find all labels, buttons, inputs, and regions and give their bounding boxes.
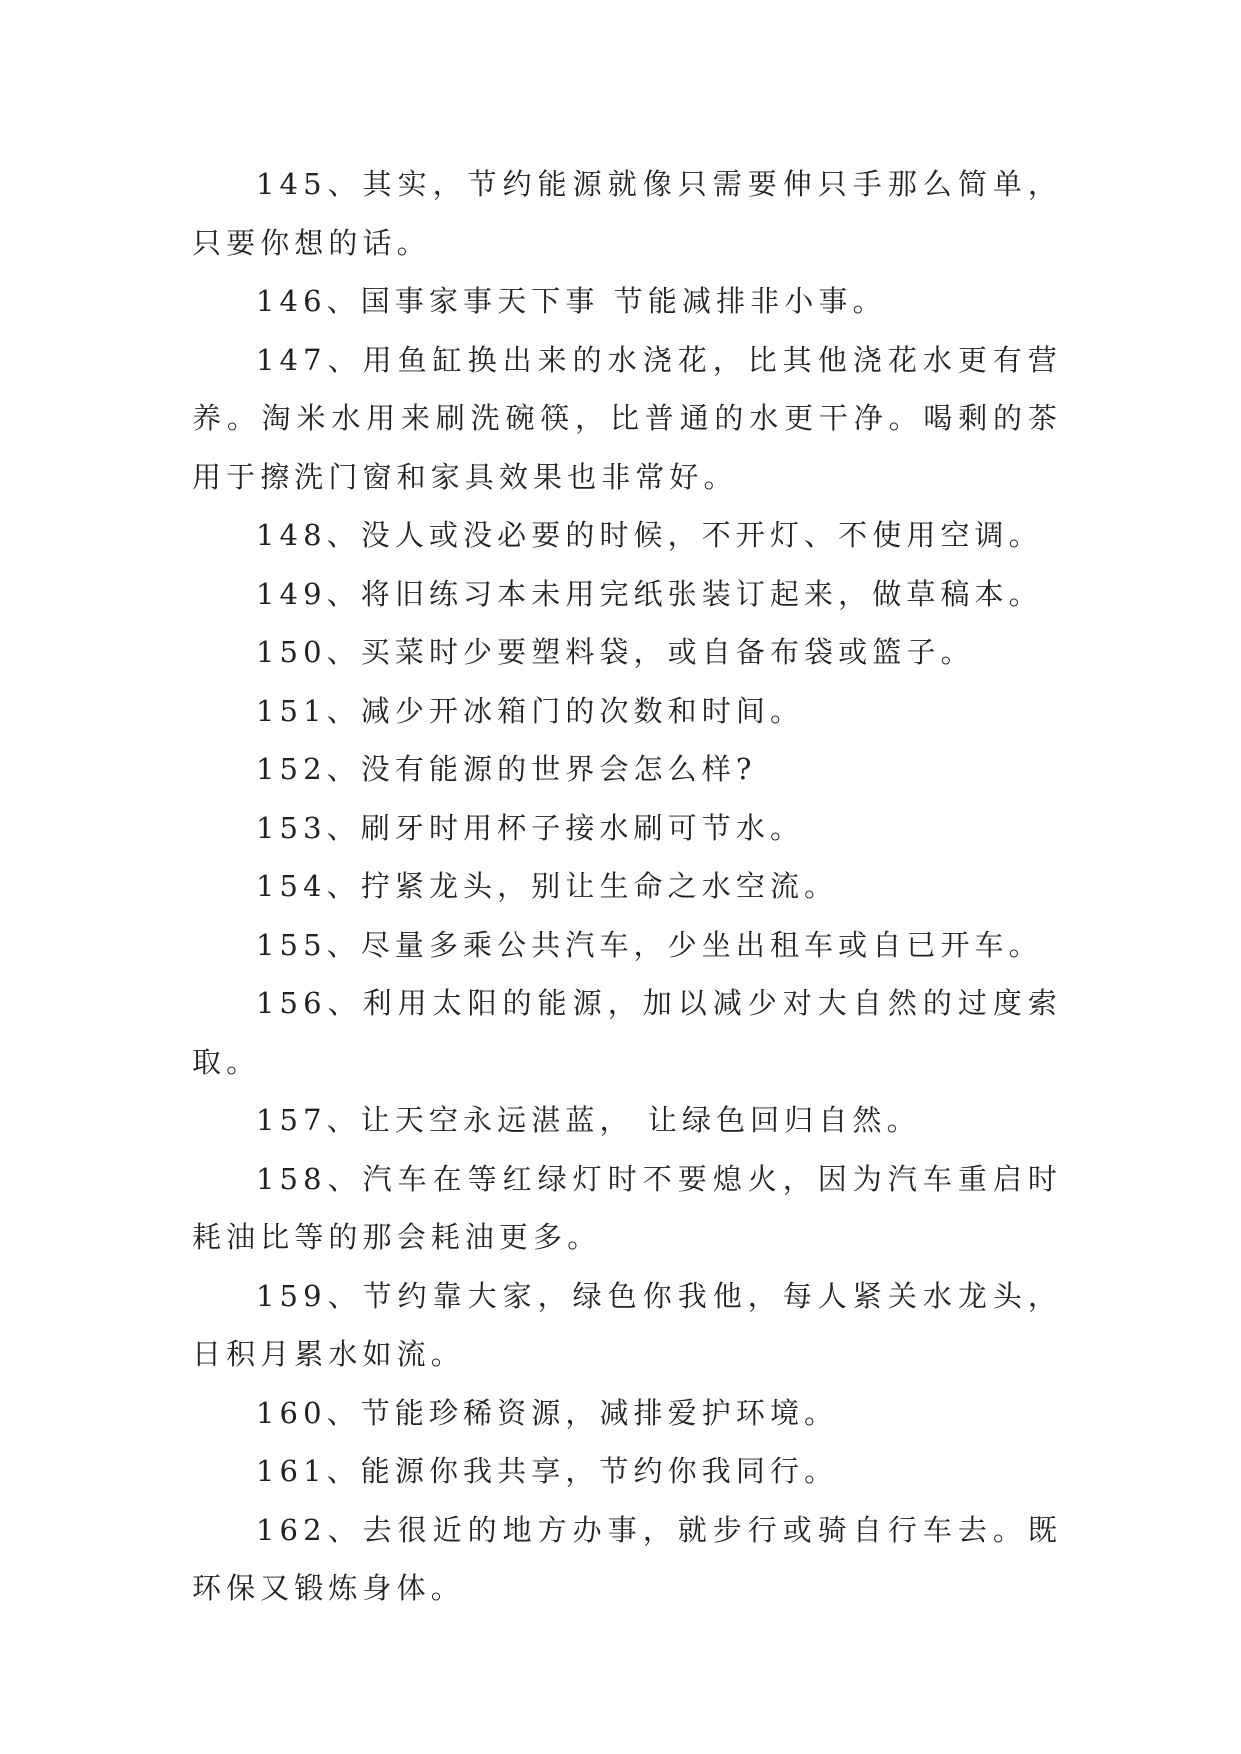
paragraph: 151、减少开冰箱门的次数和时间。 [256,693,805,728]
paragraph: 162、去很近的地方办事，就步行或骑自行车去。既环保又锻炼身体。 [192,1512,1062,1605]
paragraph: 148、没人或没必要的时候，不开灯、不使用空调。 [256,518,1043,552]
paragraph: 156、利用太阳的能源，加以减少对大自然的过度索取。 [192,986,1062,1079]
document-body [192,155,1062,1618]
paragraph: 154、拧紧龙头，别让生命之水空流。 [256,869,839,903]
paragraph: 150、买菜时少要塑料袋，或自备布袋或篮子。 [256,635,975,669]
paragraph: 145、其实，节约能源就像只需要伸只手那么简单，只要你想的话。 [192,167,1062,260]
paragraph: 152、没有能源的世界会怎么样? [256,752,757,786]
paragraph: 146、国事家事天下事 节能减排非小事。 [256,284,887,318]
paragraph: 155、尽量多乘公共汽车，少坐出租车或自已开车。 [256,927,1043,962]
paragraph: 157、让天空永远湛蓝， 让绿色回归自然。 [256,1103,921,1137]
paragraph: 158、汽车在等红绿灯时不要熄火，因为汽车重启时耗油比等的那会耗油更多。 [192,1161,1062,1254]
paragraph: 161、能源你我共享，节约你我同行。 [256,1454,839,1488]
paragraph: 149、将旧练习本未用完纸张装订起来，做草稿本。 [256,576,1043,611]
paragraph: 160、节能珍稀资源，减排爱护环境。 [256,1395,839,1430]
paragraph: 147、用鱼缸换出来的水浇花，比其他浇花水更有营养。淘米水用来刷洗碗筷，比普通的水更干净。喝剩的茶用于擦洗门窗和家具效果也非常好。 [192,342,1062,494]
paragraph: 153、刷牙时用杯子接水刷可节水。 [256,810,805,845]
paragraph: 159、节约靠大家，绿色你我他，每人紧关水龙头，日积月累水如流。 [192,1278,1062,1371]
